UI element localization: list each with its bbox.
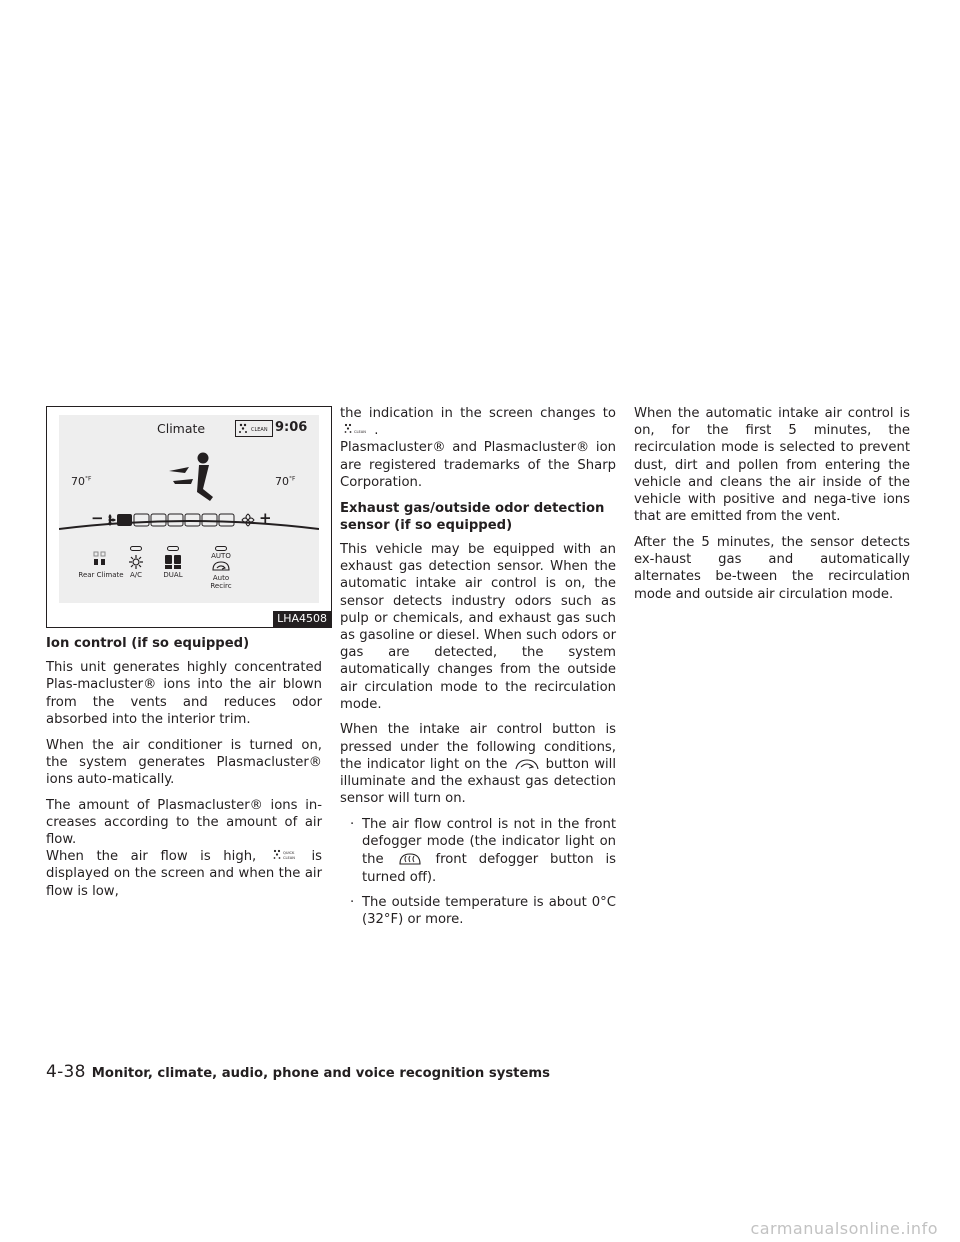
exhaust-sensor-heading: Exhaust gas/outside odor detection sensor (if so equipped) bbox=[340, 500, 605, 533]
watermark: carmanualsonline.info bbox=[750, 1219, 938, 1238]
clean-icon-inline bbox=[342, 422, 368, 437]
col2-p4-end: button will illuminate and the exhaust gas detection sensor will turn on. bbox=[340, 756, 616, 807]
auto-recirc-indicator-light bbox=[215, 546, 227, 551]
temp-left-unit: °F bbox=[85, 475, 92, 483]
dual-seats-icon bbox=[164, 554, 182, 570]
bullet-item-2 bbox=[340, 894, 616, 928]
temp-left bbox=[71, 475, 91, 488]
bullet-marker: · bbox=[350, 816, 355, 832]
fan-minus: − bbox=[91, 509, 104, 527]
temp-right bbox=[275, 475, 295, 488]
column-3 bbox=[634, 405, 910, 611]
svg-text:CLEAN: CLEAN bbox=[251, 427, 268, 433]
snowflake-icon bbox=[129, 555, 143, 569]
auto-top-label: AUTO bbox=[211, 552, 231, 560]
svg-text:CLEAN: CLEAN bbox=[282, 856, 295, 861]
temp-right-unit: °F bbox=[289, 475, 296, 483]
dual-button[interactable] bbox=[155, 546, 191, 586]
temp-left-value: 70 bbox=[71, 475, 85, 488]
climate-screen bbox=[59, 415, 319, 603]
col1-p4-end: is displayed on the screen and when the air flow is low, bbox=[46, 849, 322, 899]
bullet-2-text: The outside temperature is about 0°C (32°F) or more. bbox=[362, 894, 616, 927]
col2-paragraph-4 bbox=[340, 721, 616, 807]
ac-label: A/C bbox=[129, 571, 143, 579]
temp-right-value: 70 bbox=[275, 475, 289, 488]
front-defogger-icon bbox=[398, 850, 422, 866]
climate-screen-figure bbox=[46, 406, 332, 628]
col2-paragraph-1 bbox=[340, 405, 616, 439]
col1-paragraph-2: When the air conditioner is turned on, the system generates Plasmacluster® ions auto-matically. bbox=[46, 737, 322, 787]
col1-paragraph-3: The amount of Plasmacluster® ions in-creases according to the amount of air flow. bbox=[46, 797, 322, 848]
figure-id: LHA4508 bbox=[273, 611, 331, 627]
svg-text:QUICK: QUICK bbox=[282, 851, 295, 856]
screen-title: Climate bbox=[157, 421, 206, 436]
dual-label: DUAL bbox=[163, 571, 183, 579]
rear-climate-button[interactable] bbox=[78, 546, 124, 586]
fan-speed-bar bbox=[117, 513, 241, 527]
col2-p1-end: . bbox=[374, 423, 379, 439]
col1-paragraph-4 bbox=[46, 848, 322, 900]
bullet-1-end: front defogger button is turned off). bbox=[362, 852, 616, 885]
page-footer bbox=[46, 1062, 550, 1082]
fan-icon bbox=[104, 514, 116, 526]
col2-p4-start: When the intake air control button is pressed under the following conditions, the indicator light on the bbox=[340, 722, 616, 772]
intake-air-control-icon bbox=[515, 757, 539, 771]
col2-paragraph-3: This vehicle may be equipped with an exhaust gas detection sensor. When the automatic intake air control is on, the sensor detects industry odors such as pulp or chemicals, and exhaust gas such as gasoline or diesel. When such odors or gas are detected, the system automatically changes from the outside air circulation mode to the recirculation mode. bbox=[340, 541, 616, 712]
clean-icon bbox=[235, 420, 273, 437]
column-1 bbox=[46, 635, 322, 908]
ac-button[interactable] bbox=[121, 546, 151, 586]
airflow-seat-icon bbox=[163, 451, 219, 503]
col1-p4-start: When the air flow is high, bbox=[46, 849, 257, 865]
col3-paragraph-2: After the 5 minutes, the sensor detects ex-haust gas and automatically alternates be-tween the recirculation mode and outside air circulation mode. bbox=[634, 534, 910, 602]
column-2 bbox=[340, 405, 616, 936]
rear-climate-icon bbox=[93, 551, 107, 567]
svg-text:CLEAN: CLEAN bbox=[354, 430, 366, 435]
fan-plus: + bbox=[259, 509, 272, 527]
ac-indicator-light bbox=[130, 546, 142, 551]
col2-p1-start: the indication in the screen changes to bbox=[340, 406, 616, 421]
auto-recirc-button[interactable] bbox=[199, 546, 243, 598]
screen-time: 9:06 bbox=[275, 420, 308, 435]
bullet-marker: · bbox=[350, 894, 355, 910]
recirculation-icon bbox=[211, 560, 231, 572]
col2-paragraph-2: Plasmacluster® and Plasmacluster® ion are registered trademarks of the Sharp Corporation. bbox=[340, 440, 616, 490]
bullet-1-start: The air flow control is not in the front defogger mode (the indicator light on the bbox=[362, 816, 616, 868]
col3-paragraph-1: When the automatic intake air control is on, for the first 5 minutes, the recirculation mode is selected to prevent dust, dirt and pollen from entering the vehicle and cleans the air inside of the vehicle with positive and nega-tive ions that are emitted from the vent. bbox=[634, 406, 910, 525]
page-number: 4-38 bbox=[46, 1062, 86, 1082]
dual-indicator-light bbox=[167, 546, 179, 551]
rear-climate-label: Rear Climate bbox=[78, 571, 124, 579]
quick-clean-icon bbox=[271, 848, 297, 863]
section-title: Monitor, climate, audio, phone and voice recognition systems bbox=[91, 1066, 551, 1081]
fan-max-icon bbox=[241, 513, 255, 527]
bullet-item-1 bbox=[340, 816, 616, 886]
auto-recirc-label: Auto Recirc bbox=[210, 574, 232, 590]
ion-control-heading: Ion control (if so equipped) bbox=[46, 636, 250, 651]
col1-paragraph-1: This unit generates highly concentrated Plas-macluster® ions into the air blown from the vents and reduces odor absorbed into the interior trim. bbox=[46, 660, 322, 727]
